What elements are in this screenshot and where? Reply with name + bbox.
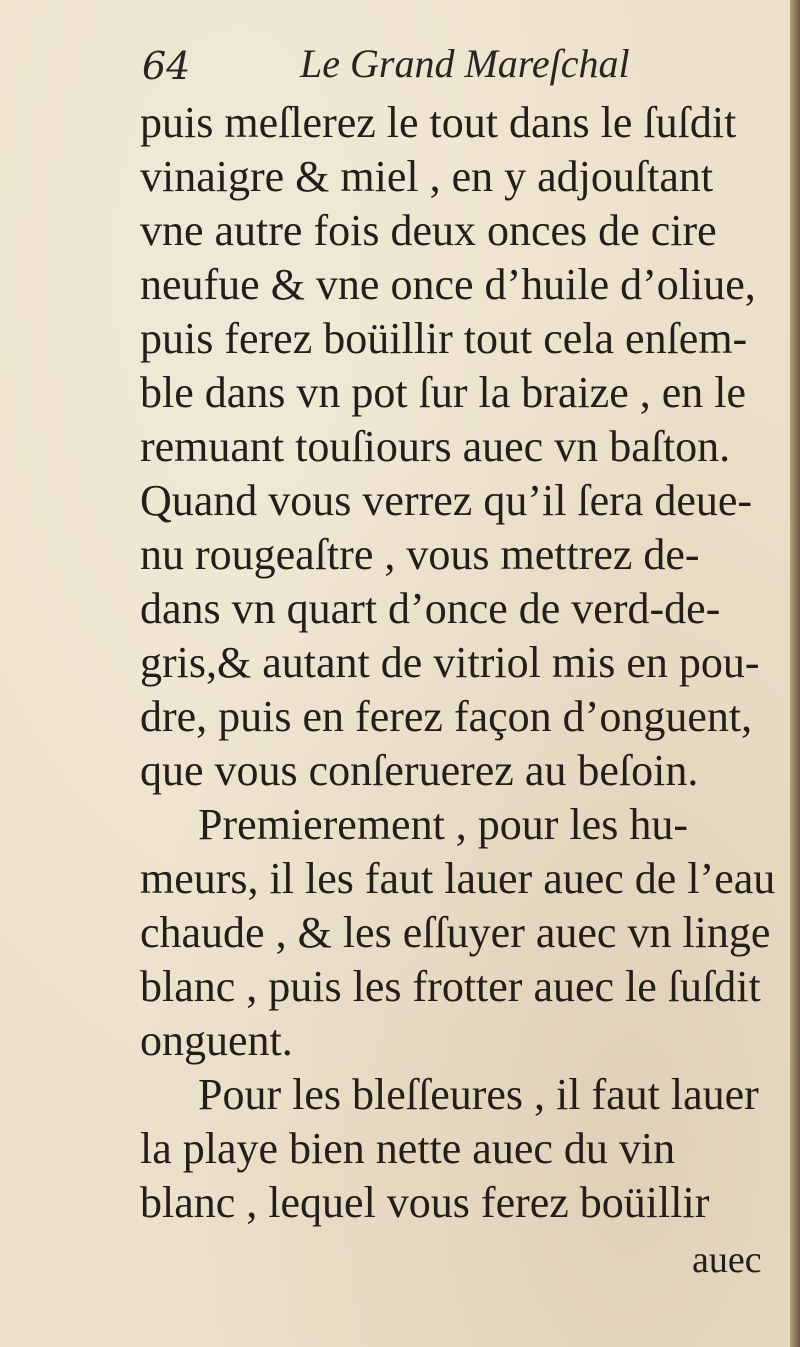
- text-line: Quand vous verrez qu’il ſera deue-: [140, 476, 753, 525]
- text-line: nu rougeaſtre , vous mettrez de-: [140, 530, 700, 579]
- text-line: meurs, il les faut lauer auec de l’eau: [140, 854, 776, 903]
- text-line: gris,& autant de vitriol mis en pou-: [140, 638, 760, 687]
- page-edge-shadow: [790, 0, 800, 1347]
- text-line: dre, puis en ferez façon d’onguent,: [140, 692, 753, 741]
- text-line: puis meſlerez le tout dans le ſuſdit: [140, 98, 737, 147]
- paragraph-start-line: Pour les bleſſeures , il faut lauer: [198, 1070, 759, 1119]
- text-line: puis ferez boüillir tout cela enſem-: [140, 314, 748, 363]
- text-line: dans vn quart d’once de verd-de-: [140, 584, 721, 633]
- catchword: auec: [692, 1239, 762, 1281]
- text-line: blanc , puis les frotter auec le ſuſdit: [140, 962, 761, 1011]
- text-line: vne autre fois deux onces de cire: [140, 206, 717, 255]
- text-line: neufue & vne once d’huile d’oliue,: [140, 260, 756, 309]
- page-number: 64: [142, 44, 191, 88]
- body-text: [140, 96, 790, 1230]
- text-line: chaude , & les eſſuyer auec vn linge: [140, 908, 771, 957]
- text-line: vinaigre & miel , en y adjouſtant: [140, 152, 714, 201]
- text-line: la playe bien nette auec du vin: [140, 1124, 676, 1173]
- text-line: onguent.: [140, 1016, 293, 1065]
- paragraph-start-line: Premierement , pour les hu-: [198, 800, 688, 849]
- text-line: blanc , lequel vous ferez boüillir: [140, 1178, 710, 1227]
- text-line: que vous conſeruerez au beſoin.: [140, 746, 699, 795]
- text-line: ble dans vn pot ſur la braize , en le: [140, 368, 747, 417]
- page-header: [142, 38, 702, 98]
- text-line: remuant touſiours auec vn baſton.: [140, 422, 731, 471]
- running-head: Le Grand Mareſchal: [300, 41, 630, 86]
